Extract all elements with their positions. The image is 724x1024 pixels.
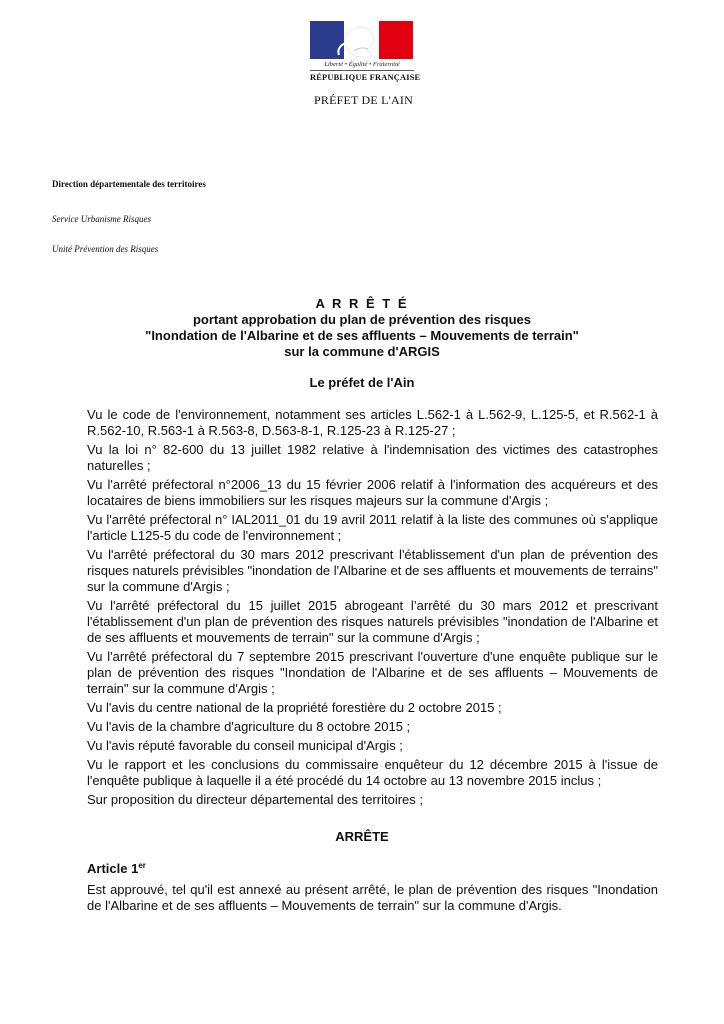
considerant-paragraph: Vu le rapport et les conclusions du commissaire enquêteur du 12 décembre 2015 à l'issue de l'enquête publique à laquelle il a été procédé du 14 octobre au 13 novembre 2015 inclus ; [87, 757, 658, 788]
decision-heading: ARRÊTE [335, 829, 389, 844]
title-line-2: "Inondation de l'Albarine et de ses affluents – Mouvements de terrain" [145, 328, 579, 343]
unite-label: Unité Prévention des Risques [52, 244, 159, 254]
devise-text: Liberté • Égalité • Fraternité [324, 61, 400, 68]
article-1-superscript: er [138, 861, 146, 870]
considerant-paragraph: Vu la loi n° 82-600 du 13 juillet 1982 relative à l'indemnisation des victimes des catastrophes naturelles ; [87, 442, 658, 473]
service-label: Service Urbanisme Risques [52, 214, 151, 224]
prefet-text: PRÉFET DE L'AIN [314, 93, 413, 107]
considerant-paragraph: Vu l'arrêté préfectoral du 15 juillet 2015 abrogeant l’arrêté du 30 mars 2012 et prescrivant l'établissement d'un plan de prévention des risques naturels prévisibles "inondation de l'Albarine et de ses affluents et mouvements de terrain" sur la commune d'Argis ; [87, 598, 658, 645]
considerant-paragraph: Vu l'avis de la chambre d'agriculture du 8 octobre 2015 ; [87, 719, 411, 734]
article-1-body: Est approuvé, tel qu'il est annexé au présent arrêté, le plan de prévention des risques "Inondation de l'Albarine et de ses affluents – Mouvements de terrain" sur la commune d'Argis. [87, 882, 658, 913]
considerant-paragraph: Vu l'arrêté préfectoral n° IAL2011_01 du 19 avril 2011 relatif à la liste des communes où s'applique l'article L125-5 du code de l'environnement ; [87, 512, 658, 543]
prefet-heading [0, 93, 724, 108]
considerant-paragraph: Sur proposition du directeur départemental des territoires ; [87, 792, 424, 807]
arrete-title: A R R Ê T É [315, 296, 409, 311]
considerant-paragraph: Vu le code de l'environnement, notamment ses articles L.562-1 à L.562-9, L.125-5, et R.562-1 à R.562-10, R.563-1 à R.563-8, D.563-8-1, R.125-23 à R.125-27 ; [87, 407, 658, 438]
article-1-title-text: Article 1 [87, 861, 139, 876]
authority-heading: Le préfet de l'Ain [309, 375, 415, 390]
article-1-title [87, 861, 146, 876]
considerant-paragraph: Vu l'arrêté préfectoral du 30 mars 2012 prescrivant l'établissement d'un plan de prévention des risques naturels prévisibles "inondation de l'Albarine et de ses affluents et mouvements de terrains" sur la commune d'Argis ; [87, 547, 658, 594]
republique-francaise-logo [310, 21, 421, 82]
republique-francaise-text: RÉPUBLIQUE FRANÇAISE [310, 70, 414, 82]
considerant-paragraph: Vu l'avis du centre national de la propriété forestière du 2 octobre 2015 ; [87, 700, 502, 715]
tricolor-flag-marianne-icon [310, 21, 413, 59]
considerants-list [87, 407, 658, 811]
direction-label: Direction départementale des territoires [52, 179, 206, 189]
considerant-paragraph: Vu l'avis réputé favorable du conseil municipal d'Argis ; [87, 738, 403, 753]
considerant-paragraph: Vu l'arrêté préfectoral n°2006_13 du 15 février 2006 relatif à l'information des acquéreurs et des locataires de biens immobiliers sur les risques majeurs sur la commune d'Argis ; [87, 477, 658, 508]
considerant-paragraph: Vu l'arrêté préfectoral du 7 septembre 2015 prescrivant l'ouverture d'une enquête publique sur le plan de prévention des risques "Inondation de l'Albarine et de ses affluents – Mouvements de terrain" sur la commune d'Argis ; [87, 649, 658, 696]
title-line-1: portant approbation du plan de prévention des risques [192, 312, 532, 327]
title-line-3: sur la commune d'ARGIS [284, 344, 440, 359]
